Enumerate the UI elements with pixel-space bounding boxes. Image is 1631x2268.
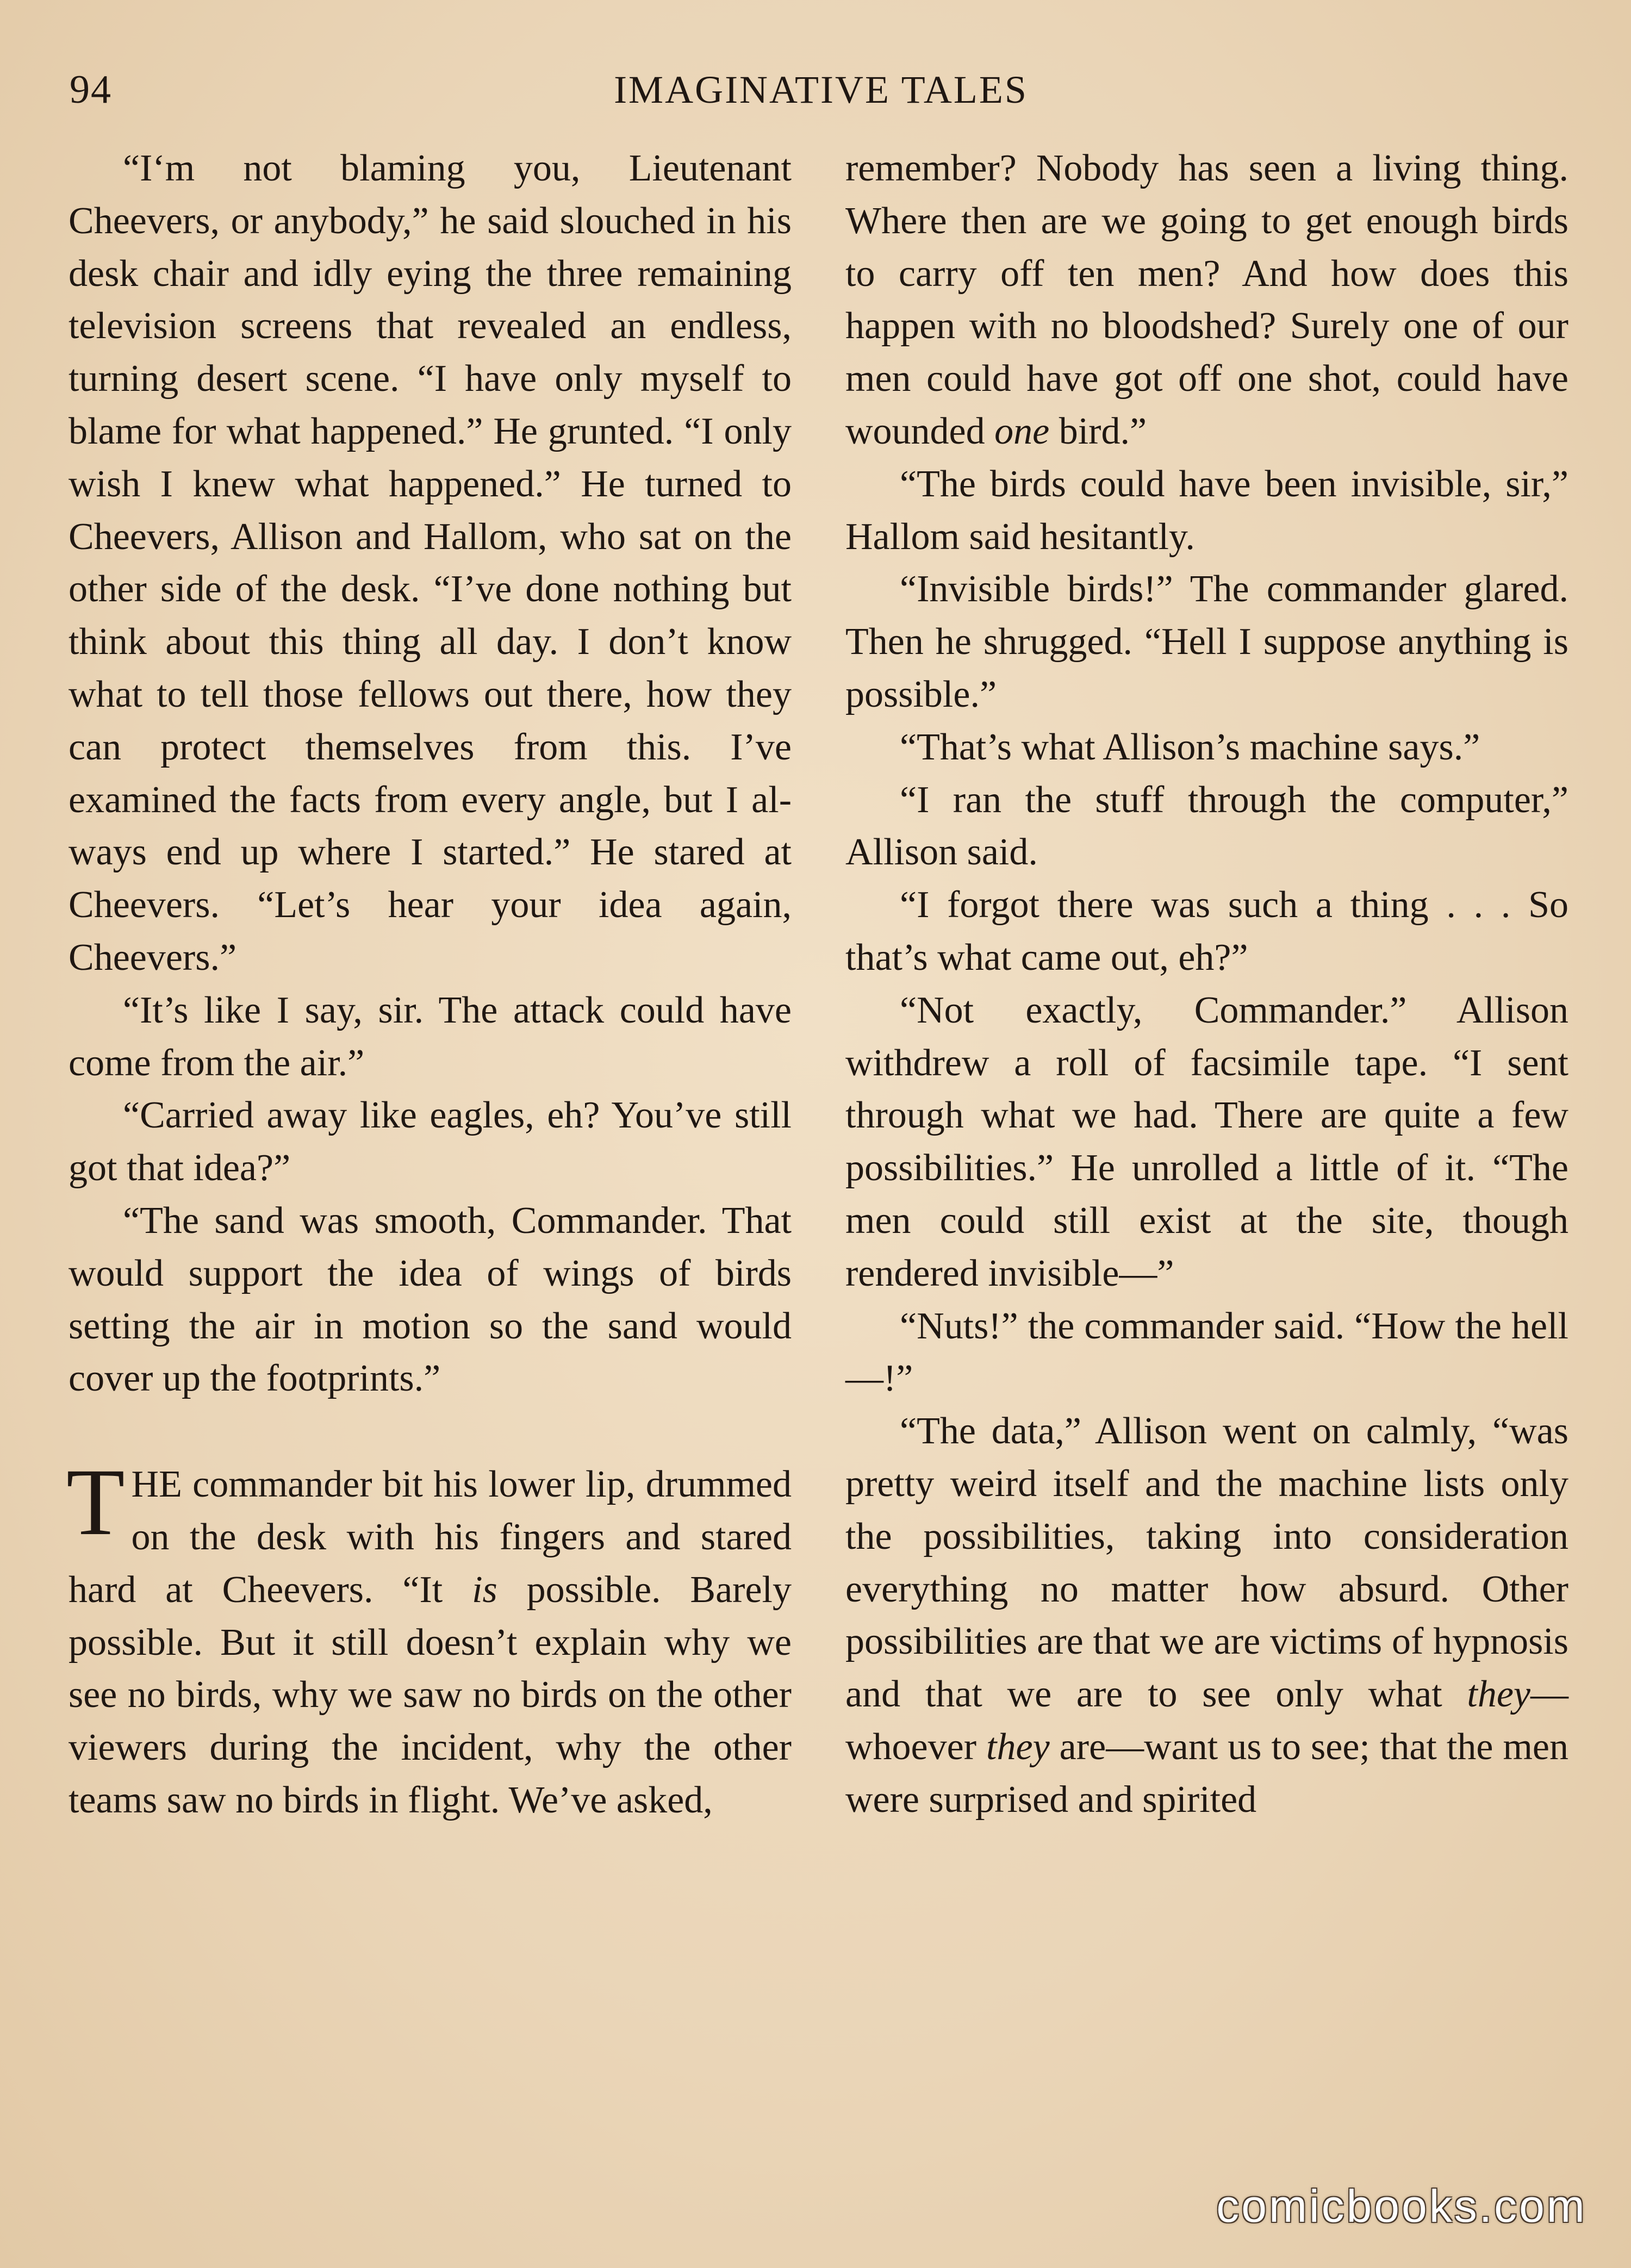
paragraph: “Invisible birds!” The commander glared. Then he shrugged. “Hell I suppose anything is possible.” xyxy=(845,568,1568,715)
paragraph: “I forgot there was such a thing . . . So that’s what came out, eh?” xyxy=(845,884,1568,979)
right-column xyxy=(845,142,1568,1827)
emphasis-text: they xyxy=(986,1725,1050,1768)
page-number: 94 xyxy=(70,67,112,112)
paragraph: “The sand was smooth, Commander. That would support the idea of wings of birds setting the air in motion so the sand would cover up the footprints.” xyxy=(69,1199,792,1400)
paragraph: “It’s like I say, sir. The attack could have come from the air.” xyxy=(69,989,792,1084)
paragraph-text: HE commander bit his lower lip, drummed on the desk with his fingers and stared hard at Cheevers. “It xyxy=(69,1463,792,1611)
section-paragraph xyxy=(66,1449,792,1827)
paragraph: “Carried away like eagles, eh? You’ve still got that idea?” xyxy=(69,1094,792,1189)
page-header xyxy=(0,65,1631,114)
emphasis-text: is xyxy=(472,1568,497,1611)
emphasis-text: they xyxy=(1467,1673,1530,1716)
paragraph xyxy=(845,1405,1568,1826)
left-column xyxy=(66,142,792,1827)
paragraph: “Nuts!” the commander said. “How the hell—!” xyxy=(845,1305,1568,1400)
paragraph-continued xyxy=(845,142,1568,458)
paragraph: “That’s what Allison’s machine says.” xyxy=(900,726,1480,768)
paragraph-text: —whoever xyxy=(845,1673,1568,1768)
running-title: IMAGINATIVE TALES xyxy=(614,68,1028,111)
paragraph: “The birds could have been invisible, sir,” Hallom said hesitantly. xyxy=(845,463,1568,558)
paragraph: “I ran the stuff through the computer,” Allison said. xyxy=(845,778,1568,874)
emphasis-text: one xyxy=(994,410,1050,452)
watermark: comicbooks.com xyxy=(1216,2180,1587,2232)
paragraph-text: “The data,” Allison went on calmly, “was pretty weird itself and the machine lists only the possibilities, taking into consideration everything no matter how absurd. Other possibilities are that we are victims of hypnosis and that we are to see only what xyxy=(845,1410,1568,1716)
paragraph-text: possible. Barely possible. But it still doesn’t explain why we see no birds, why we saw no birds on the other viewers during the incident, why the other teams saw no birds in flight. We’ve asked, xyxy=(69,1568,792,1821)
paragraph: “Not exactly, Commander.” Allison withdrew a roll of facsimile tape. “I sent through what we had. There are quite a few possibilities.” He unrolled a little of it. “The men could still exist at the site, though rendered invisible—” xyxy=(845,989,1568,1294)
paragraph-text: bird.” xyxy=(1049,410,1147,452)
paragraph: “I‘m not blaming you, Lieutenant Cheevers, or anybody,” he said slouched in his desk chair and idly eying the three remaining television screens that revealed an endless, turning desert scene. “I have only myself to blame for what happened.” He grunted. “I only wish I knew what happened.” He turned to Cheevers, Allison and Hallom, who sat on the other side of the desk. “I’ve done nothing but think about this thing all day. I don’t know what to tell those fellows out there, how they can protect themselves from this. I’ve examined the facts from every angle, but I always end up where I started.” He stared at Cheevers. “Let’s hear your idea again, Cheevers.” xyxy=(69,147,792,979)
drop-cap: T xyxy=(66,1449,125,1556)
paragraph-text: are—want us to see; that the men were surprised and spirited xyxy=(845,1725,1568,1821)
paragraph-text: remember? Nobody has seen a living thing. Where then are we going to get enough birds to carry off ten men? And how does this happen with no bloodshed? Surely one of our men could have got off one shot, could have wounded xyxy=(845,147,1568,452)
